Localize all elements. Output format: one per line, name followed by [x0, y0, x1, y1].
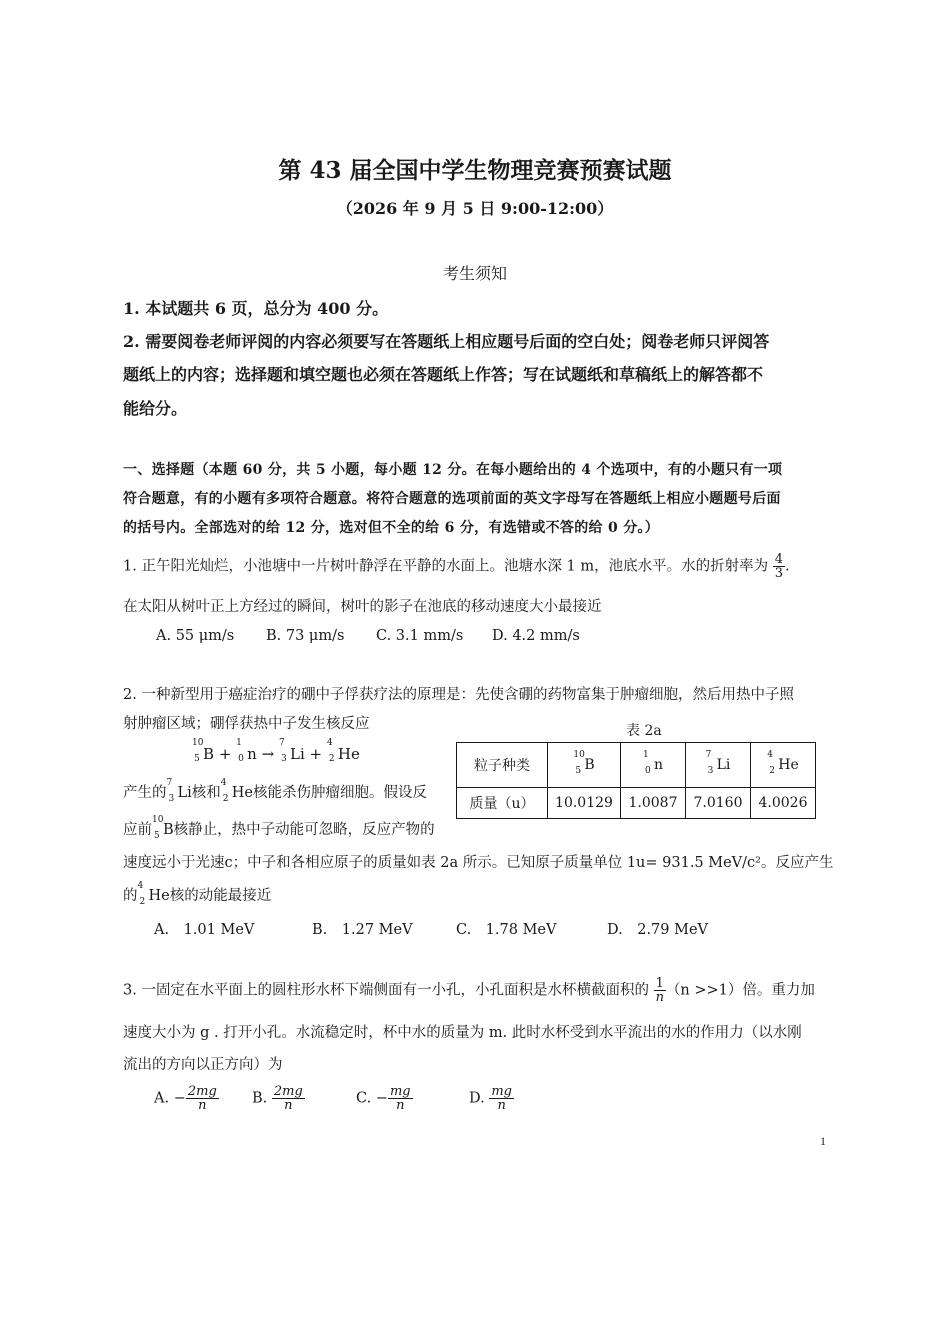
- q3-option-d: [469, 1085, 514, 1112]
- table-row: [457, 743, 816, 788]
- q2-text: 核和: [191, 785, 221, 801]
- notice-item-2-cont: 题纸上的内容；选择题和填空题也必须在答题纸上作答；写在试题纸和草稿纸上的解答都不: [123, 365, 764, 384]
- q1-stem-line-1: [123, 553, 790, 580]
- fraction-numerator: 2mg: [273, 1084, 303, 1099]
- element-symbol: Li: [289, 745, 305, 763]
- hole-area-fraction: [654, 977, 666, 1004]
- atomic-number: 5: [154, 831, 160, 841]
- helium-4-symbol: [220, 778, 254, 804]
- q2-stem-line-1: 2. 一种新型用于癌症治疗的硼中子俘获疗法的原理是：先使含硼的药物富集于肿瘤细胞，然后用热中子照: [123, 687, 794, 703]
- mass-number: 4: [767, 750, 773, 760]
- table-header-cell: 粒子种类: [457, 743, 548, 788]
- atomic-number: 0: [238, 754, 244, 764]
- q3-text: 3. 一固定在水平面上的圆柱形水杯下端侧面有一小孔，小孔面积是水杯横截面积的: [123, 982, 649, 999]
- atomic-number: 5: [194, 754, 200, 764]
- boron-10-symbol: [573, 750, 595, 776]
- atomic-number: 2: [769, 766, 775, 776]
- option-fraction: [186, 1085, 219, 1112]
- option-letter: B.: [252, 1090, 268, 1107]
- q2-text: 产生的: [123, 785, 167, 801]
- q2-stem-line-5: 速度远小于光速c；中子和各相应原子的质量如表 2a 所示。已知原子质量单位 1u= 931.5 MeV/c²。反应产生: [123, 855, 834, 871]
- fraction-denominator: 3: [774, 566, 784, 581]
- q1-option-a: A. 55 μm/s: [156, 628, 235, 644]
- element-symbol: B: [203, 745, 215, 763]
- refractive-index-fraction: [773, 553, 785, 580]
- table-cell-boron: [548, 743, 621, 788]
- atomic-number: 2: [328, 754, 335, 764]
- atomic-number: 2: [139, 897, 146, 907]
- q1-option-c: C. 3.1 mm/s: [376, 628, 464, 644]
- fraction-denominator: n: [396, 1098, 405, 1113]
- q2-option-c: C. 1.78 MeV: [456, 922, 557, 938]
- q2-option-a: A. 1.01 MeV: [154, 922, 255, 938]
- q2-stem-line-4: [123, 815, 435, 841]
- table-cell-helium: [751, 743, 816, 788]
- reaction-arrow: →: [261, 745, 275, 763]
- nuclear-reaction-equation: [192, 738, 360, 764]
- option-sign: −: [173, 1090, 186, 1107]
- q1-option-d: D. 4.2 mm/s: [492, 628, 580, 644]
- q2-option-d: D. 2.79 MeV: [607, 922, 709, 938]
- mass-number: 4: [220, 778, 227, 788]
- table-cell-lithium: [686, 743, 751, 788]
- table-cell-mass: 4.0026: [751, 788, 816, 819]
- element-symbol: He: [337, 745, 360, 763]
- mass-number: 10: [152, 815, 164, 825]
- element-symbol: Li: [716, 757, 731, 773]
- element-symbol: He: [148, 888, 170, 904]
- option-fraction: [388, 1085, 413, 1112]
- q3-option-c: [356, 1085, 413, 1112]
- mass-number: 7: [278, 738, 285, 748]
- plus-sign: +: [218, 745, 232, 763]
- q3-stem-line-2: 速度大小为 g . 打开小孔。水流稳定时，杯中水的质量为 m. 此时水杯受到水平流出的水的作用力（以水刚: [123, 1025, 802, 1041]
- helium-4-symbol: [326, 738, 360, 764]
- mass-number: 1: [236, 738, 242, 748]
- boron-10-symbol: [192, 738, 215, 764]
- option-letter: A.: [154, 1090, 170, 1107]
- mass-number: 1: [642, 750, 649, 760]
- table-cell-mass: 1.0087: [621, 788, 686, 819]
- mass-number: 4: [137, 881, 144, 891]
- section-instructions-line: 的括号内。全部选对的给 12 分，选对但不全的给 6 分，有选错或不答的给 0 分。）: [123, 520, 660, 536]
- notice-item-2: 2. 需要阅卷老师评阅的内容必须要写在答题纸上相应题号后面的空白处；阅卷老师只评阅答: [123, 332, 770, 351]
- fraction-denominator: n: [198, 1098, 207, 1113]
- helium-4-symbol: [137, 881, 170, 907]
- q3-text: （n >>1）倍。重力加: [665, 982, 815, 999]
- fraction-numerator: 2mg: [187, 1084, 217, 1099]
- section-instructions-line: 一、选择题（本题 60 分，共 5 小题，每小题 12 分。在每小题给出的 4 个选项中，有的小题只有一项: [123, 462, 783, 478]
- fraction-denominator: n: [497, 1098, 506, 1113]
- q2-text: 核能杀伤肿瘤细胞。假设反: [253, 785, 428, 801]
- atomic-number: 3: [280, 754, 287, 764]
- element-symbol: B: [584, 757, 595, 773]
- table-row: [457, 788, 816, 819]
- q2-text: 应前: [123, 822, 152, 838]
- q1-period: .: [785, 558, 790, 575]
- notice-item-2-end: 能给分。: [123, 399, 188, 418]
- q3-option-b: [252, 1085, 305, 1112]
- q1-text: 1. 正午阳光灿烂，小池塘中一片树叶静浮在平静的水面上。池塘水深 1 m，池底水平。水的折射率为: [123, 558, 769, 575]
- fraction-numerator: mg: [389, 1084, 411, 1099]
- q3-stem-line-3: 流出的方向以正方向）为: [123, 1057, 283, 1073]
- element-symbol: n: [653, 757, 664, 773]
- table-cell-mass: 7.0160: [686, 788, 751, 819]
- q1-stem-line-2: 在太阳从树叶正上方经过的瞬间，树叶的影子在池底的移动速度大小最接近: [123, 599, 602, 615]
- q3-stem-line-1: [123, 977, 815, 1004]
- lithium-7-symbol: [166, 778, 192, 804]
- q2-option-b: B. 1.27 MeV: [312, 922, 413, 938]
- element-symbol: He: [778, 757, 799, 773]
- fraction-numerator: 4: [774, 552, 784, 567]
- fraction-denominator: n: [655, 990, 664, 1005]
- q3-option-a: [154, 1085, 219, 1112]
- lithium-7-symbol: [705, 750, 731, 776]
- page-title: 第 43 届全国中学生物理竞赛预赛试题: [278, 157, 672, 184]
- option-sign: −: [375, 1090, 388, 1107]
- table-cell-neutron: [621, 743, 686, 788]
- option-letter: C.: [356, 1090, 372, 1107]
- q2-text: 的: [123, 888, 138, 904]
- exam-date-time: （2026 年 9 月 5 日 9:00-12:00）: [336, 199, 614, 218]
- atomic-number: 0: [644, 766, 651, 776]
- table-cell-mass: 10.0129: [548, 788, 621, 819]
- notice-item-1: 1. 本试题共 6 页，总分为 400 分。: [123, 299, 389, 318]
- table-caption: 表 2a: [626, 723, 662, 739]
- atomic-number: 2: [222, 794, 229, 804]
- section-instructions-line: 符合题意，有的小题有多项符合题意。将符合题意的选项前面的英文字母写在答题纸上相应小题题号后面: [123, 491, 781, 507]
- q2-text: 核的动能最接近: [169, 888, 272, 904]
- atomic-number: 5: [575, 766, 582, 776]
- atomic-number: 3: [168, 794, 175, 804]
- plus-sign: +: [309, 745, 323, 763]
- element-symbol: n: [247, 745, 257, 763]
- boron-10-symbol: [152, 815, 174, 841]
- option-fraction: [489, 1085, 514, 1112]
- mass-number: 7: [705, 750, 712, 760]
- q1-option-b: B. 73 μm/s: [266, 628, 345, 644]
- option-letter: D.: [469, 1090, 485, 1107]
- neutron-symbol: [236, 738, 257, 764]
- lithium-7-symbol: [278, 738, 305, 764]
- mass-number: 4: [326, 738, 333, 748]
- q2-stem-line-2: 射肿瘤区域；硼俘获热中子发生核反应: [123, 716, 370, 732]
- particle-mass-table: [456, 742, 816, 819]
- fraction-numerator: 1: [654, 977, 666, 991]
- page-number: 1: [820, 1134, 826, 1148]
- mass-number: 10: [573, 750, 585, 760]
- option-fraction: [272, 1085, 305, 1112]
- fraction-denominator: n: [284, 1098, 293, 1113]
- q2-text: 核静止，热中子动能可忽略，反应产物的: [173, 822, 435, 838]
- mass-number: 10: [192, 738, 204, 748]
- mass-number: 7: [166, 778, 173, 788]
- element-symbol: He: [231, 785, 254, 801]
- fraction-numerator: mg: [491, 1084, 512, 1099]
- helium-4-symbol: [767, 750, 799, 776]
- atomic-number: 3: [707, 766, 714, 776]
- q2-stem-line-3: [123, 778, 428, 804]
- neutron-symbol: [642, 750, 664, 776]
- table-header-cell: 质量（u）: [457, 788, 548, 819]
- element-symbol: B: [163, 822, 174, 838]
- q2-stem-line-6: [123, 881, 272, 907]
- notice-heading: 考生须知: [442, 264, 507, 283]
- element-symbol: Li: [177, 785, 192, 801]
